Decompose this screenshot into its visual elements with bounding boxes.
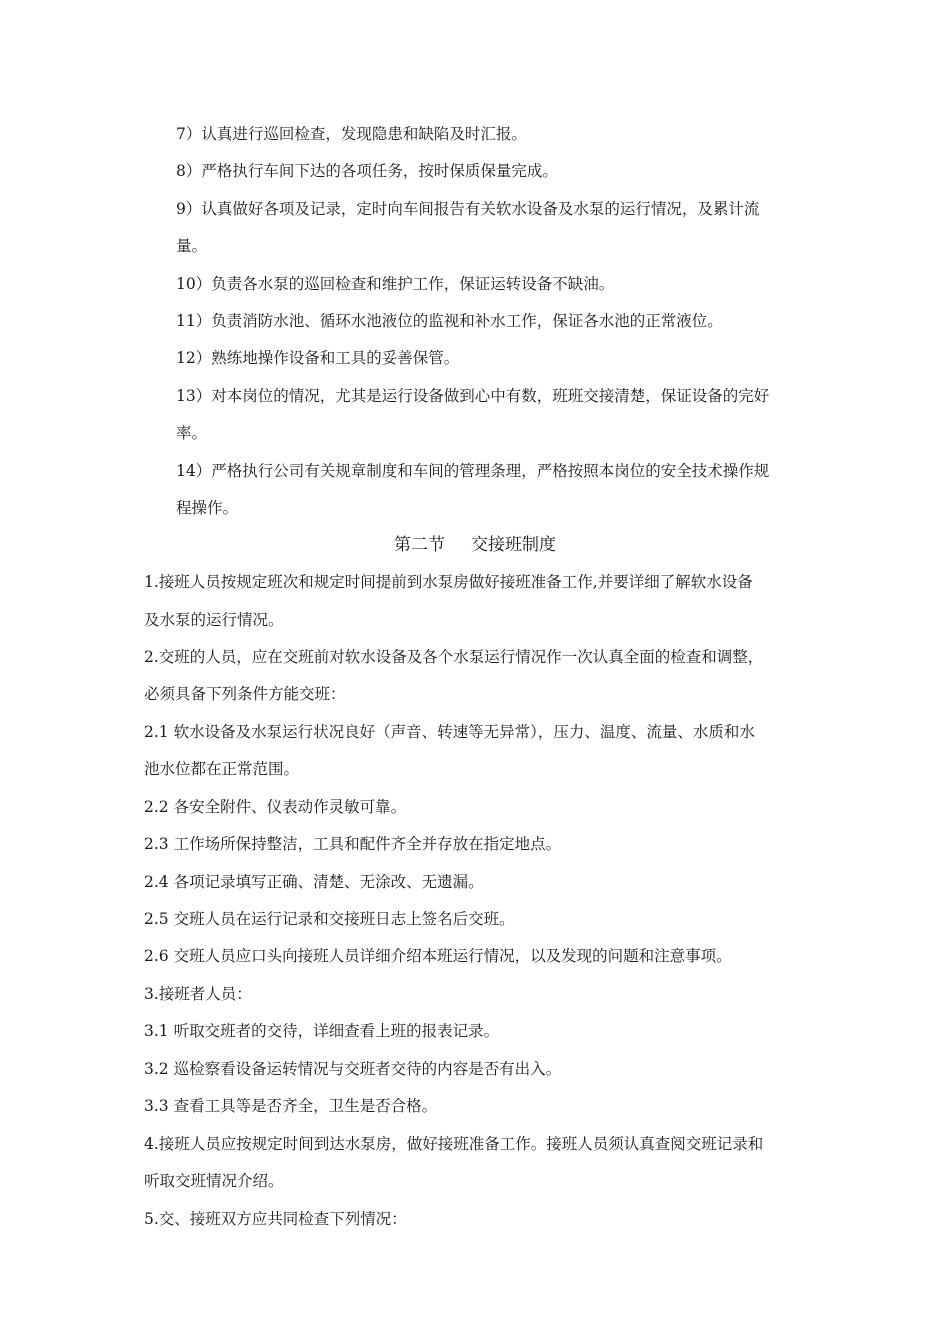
section-heading: 交接班制度 [471, 535, 556, 555]
duty-item-9: 9）认真做好各项及记录，定时向车间报告有关软水设备及水泵的运行情况，及累计流 [176, 200, 760, 218]
rule-2-5: 2.5 交班人员在运行记录和交接班日志上签名后交班。 [144, 910, 515, 928]
duty-item-11: 11）负责消防水池、循环水池液位的监视和补水工作，保证各水池的正常液位。 [176, 312, 723, 330]
section-title [0, 534, 950, 556]
rule-2-4: 2.4 各项记录填写正确、清楚、无涂改、无遗漏。 [144, 873, 484, 891]
duty-item-8: 8）严格执行车间下达的各项任务，按时保质保量完成。 [176, 162, 558, 180]
rule-2-1-cont: 池水位都在正常范围。 [144, 760, 300, 778]
rule-3: 3.接班者人员： [144, 985, 252, 1003]
rule-1: 1.接班人员按规定班次和规定时间提前到水泵房做好接班准备工作,并要详细了解软水设备 [144, 573, 753, 591]
rule-5: 5.交、接班双方应共同检查下列情况： [144, 1210, 407, 1228]
duty-item-14: 14）严格执行公司有关规章制度和车间的管理条理，严格按照本岗位的安全技术操作规 [176, 462, 770, 480]
rule-4: 4.接班人员应按规定时间到达水泵房，做好接班准备工作。接班人员须认真查阅交班记录和 [144, 1135, 764, 1153]
rule-2-2: 2.2 各安全附件、仪表动作灵敏可靠。 [144, 798, 407, 816]
rule-3-1: 3.1 听取交班者的交待，详细查看上班的报表记录。 [144, 1022, 500, 1040]
rule-2: 2.交班的人员，应在交班前对软水设备及各个水泵运行情况作一次认真全面的检查和调整， [144, 648, 764, 666]
duty-item-14-cont: 程操作。 [176, 499, 239, 517]
rule-3-2: 3.2 巡检察看设备运转情况与交班者交待的内容是否有出入。 [144, 1060, 562, 1078]
rule-2-cont: 必须具备下列条件方能交班： [144, 685, 346, 703]
rule-3-3: 3.3 查看工具等是否齐全，卫生是否合格。 [144, 1097, 438, 1115]
duty-item-10: 10）负责各水泵的巡回检查和维护工作，保证运转设备不缺油。 [176, 275, 615, 293]
section-number: 第二节 [394, 535, 445, 555]
rule-2-3: 2.3 工作场所保持整洁，工具和配件齐全并存放在指定地点。 [144, 835, 562, 853]
duty-item-9-cont: 量。 [176, 237, 208, 255]
rule-4-cont: 听取交班情况介绍。 [144, 1172, 284, 1190]
rule-2-1: 2.1 软水设备及水泵运行状况良好（声音、转速等无异常），压力、温度、流量、水质和水 [144, 723, 755, 741]
duty-item-12: 12）熟练地操作设备和工具的妥善保管。 [176, 349, 460, 367]
duty-item-7: 7）认真进行巡回检查，发现隐患和缺陷及时汇报。 [176, 125, 527, 143]
rule-1-cont: 及水泵的运行情况。 [144, 611, 284, 629]
rule-2-6: 2.6 交班人员应口头向接班人员详细介绍本班运行情况，以及发现的问题和注意事项。 [144, 947, 732, 965]
duty-item-13: 13）对本岗位的情况，尤其是运行设备做到心中有数，班班交接清楚，保证设备的完好 [176, 387, 770, 405]
duty-item-13-cont: 率。 [176, 424, 208, 442]
